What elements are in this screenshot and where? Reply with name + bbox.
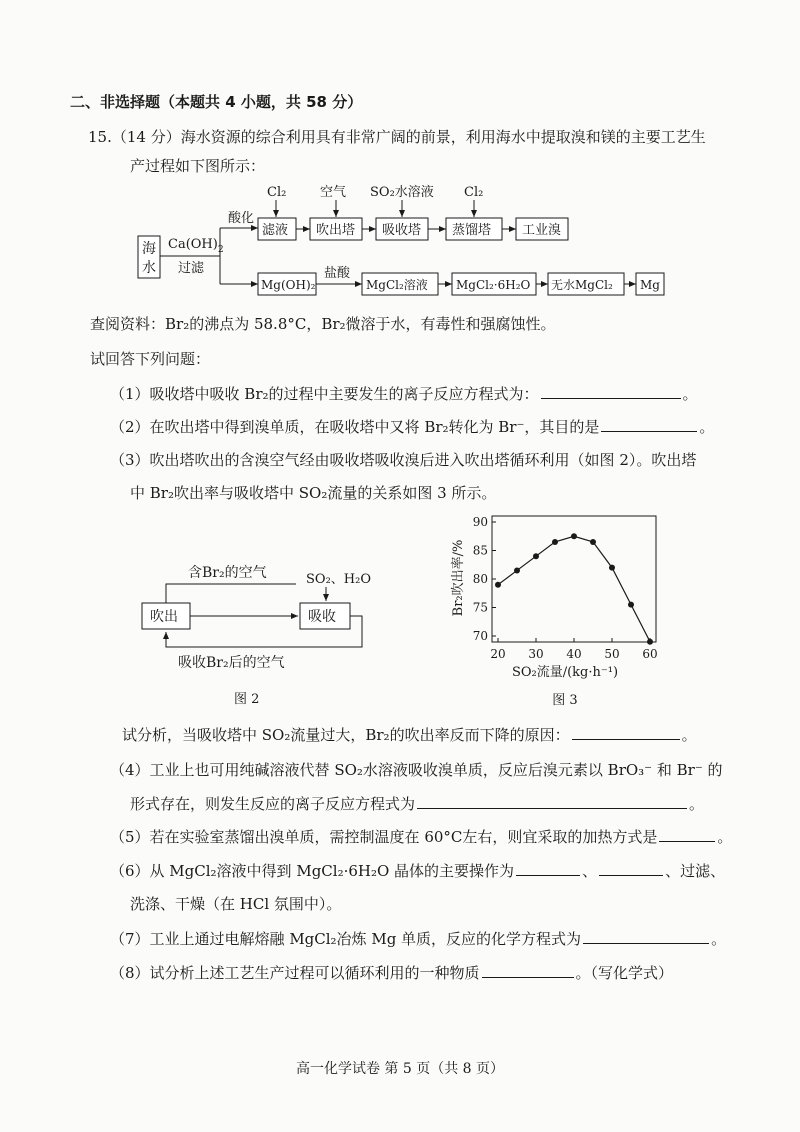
fig2-reagents: SO₂、H₂O [306,572,371,587]
q8-answer-blank[interactable] [482,962,574,978]
q2-text: （2）在吹出塔中得到溴单质，在吸收塔中又将 Br₂转化为 Br⁻，其目的是 [110,418,600,436]
series-line [498,536,650,641]
y-tick-label: 75 [472,600,488,615]
box-filtrate-label: 滤液 [262,223,289,238]
page-footer: 高一化学试卷 第 5 页（共 8 页） [295,1061,505,1077]
reagent-air: 空气 [320,185,347,200]
q1-period: 。 [682,385,698,403]
answer-prompt: 试回答下列问题： [90,350,211,368]
question-5 [110,826,732,847]
q8-text: （8）试分析上述工艺生产过程可以循环利用的一种物质 [110,964,480,982]
question-8 [110,962,673,983]
question-3-line1: （3）吹出塔吹出的含溴空气经由吸收塔吸收溴后进入吹出塔循环利用（如图 2）。吹出塔 [110,451,697,469]
q6-answer-blank-1[interactable] [516,860,580,876]
q4-answer-blank[interactable] [417,793,687,809]
reference-note: 查阅资料：Br₂的沸点为 58.8°C，Br₂微溶于水，有毒性和强腐蚀性。 [90,315,556,333]
question-3-analysis [122,724,697,745]
question-4-line2 [130,793,704,814]
q7-answer-blank[interactable] [583,928,709,944]
fig3-caption: 图 3 [552,693,578,708]
section-title: 二、非选择题（本题共 4 小题，共 58 分） [70,93,363,111]
fig2-caption: 图 2 [234,692,260,707]
reagent-hcl: 盐酸 [324,266,351,281]
figure-3-chart [440,508,670,713]
question-6-line1 [110,860,725,881]
x-tick-label: 30 [528,647,544,661]
q4-text: 形式存在，则发生反应的离子反应方程式为 [130,795,416,813]
q6-separator: 、 [582,862,598,880]
q6-answer-blank-2[interactable] [599,860,663,876]
y-tick-label: 85 [472,543,488,558]
q7-period: 。 [711,930,727,948]
y-tick-label: 80 [472,572,488,586]
q3-answer-blank[interactable] [572,724,680,740]
chart-y-axis-label: Br₂吹出率/% [451,539,466,617]
q15-intro-line1: 15.（14 分）海水资源的综合利用具有非常广阔的前景，利用海水中提取溴和镁的主要工艺生 [88,128,706,146]
box-distillation-label: 蒸馏塔 [452,223,492,238]
box-absorption-label: 吸收塔 [382,223,422,238]
q4-period: 。 [689,795,705,813]
q7-text: （7）工业上通过电解熔融 MgCl₂冶炼 Mg 单质，反应的化学方程式为 [110,930,582,948]
data-point [514,567,520,573]
data-point [571,533,577,539]
fig2-blowout-label: 吹出 [150,609,178,625]
question-1 [110,383,698,404]
question-7 [110,928,726,949]
q1-answer-blank[interactable] [541,383,681,399]
q8-tail: 。（写化学式） [575,964,674,982]
q3-period: 。 [681,726,697,744]
box-blowout-label: 吹出塔 [316,223,356,238]
box-mgcl2-hydrate-label: MgCl₂·6H₂O [456,278,531,292]
q5-period: 。 [717,828,733,846]
data-point [533,553,539,559]
x-tick-label: 50 [604,647,620,661]
q3-analysis-text: 试分析，当吸收塔中 SO₂流量过大，Br₂的吹出率反而下降的原因： [122,726,570,744]
data-point [647,639,653,645]
q6-tail: 、过滤、 [665,862,726,880]
q2-answer-blank[interactable] [601,416,697,432]
data-point [628,602,634,608]
fig2-top-label: 含Br₂的空气 [188,565,267,581]
data-point [590,539,596,545]
reagent-cl2-1: Cl₂ [267,185,287,200]
question-4-line1: （4）工业上也可用纯碱溶液代替 SO₂水溶液吸收溴单质，反应后溴元素以 BrO₃⁻ 和 Br⁻ 的 [110,761,723,779]
box-anhydrous-label: 无水MgCl₂ [551,278,613,292]
seawater-label-1: 海 [142,241,156,257]
box-mgcl2-solution-label: MgCl₂溶液 [366,278,428,292]
q2-period: 。 [699,418,715,436]
question-2 [110,416,714,437]
q1-text: （1）吸收塔中吸收 Br₂的过程中主要发生的离子反应方程式为： [110,385,539,403]
data-point [495,582,501,588]
data-point [552,539,558,545]
data-point [609,565,615,571]
flow-filter-label: 过滤 [178,261,205,276]
x-tick-label: 40 [566,647,582,661]
x-tick-label: 20 [490,647,506,661]
q15-intro-line2: 产过程如下图所示： [130,157,266,175]
reagent-cl2-2: Cl₂ [464,185,484,200]
fig2-top-path [166,584,296,603]
question-3-line2: 中 Br₂吹出率与吸收塔中 SO₂流量的关系如图 3 所示。 [130,484,497,502]
x-tick-label: 60 [642,647,658,661]
box-bromine-label: 工业溴 [522,223,562,238]
seawater-label-2: 水 [142,260,156,276]
fig2-bottom-label: 吸收Br₂后的空气 [178,655,285,671]
fig2-absorb-label: 吸收 [308,609,336,625]
box-mg-label: Mg [640,278,660,292]
y-tick-label: 90 [472,515,488,529]
q5-answer-blank[interactable] [659,826,715,842]
q5-text: （5）若在实验室蒸馏出溴单质，需控制温度在 60°C左右，则宜采取的加热方式是 [110,828,658,846]
flow-acidify-label: 酸化 [228,211,255,226]
chart-x-axis-label: SO₂流量/(kg·h⁻¹) [511,665,619,680]
question-6-line2: 洗涤、干燥（在 HCl 氛围中）。 [130,895,342,913]
box-mgoh2-label: Mg(OH)₂ [261,278,316,292]
process-flow-diagram [130,180,670,300]
reagent-so2: SO₂水溶液 [370,185,434,200]
y-tick-label: 70 [472,629,488,643]
q6-text: （6）从 MgCl₂溶液中得到 MgCl₂·6H₂O 晶体的主要操作为 [110,862,515,880]
figure-2-diagram [130,555,390,715]
flow-reagent-caoh2: $Ca(OH)_2$ [168,237,224,255]
